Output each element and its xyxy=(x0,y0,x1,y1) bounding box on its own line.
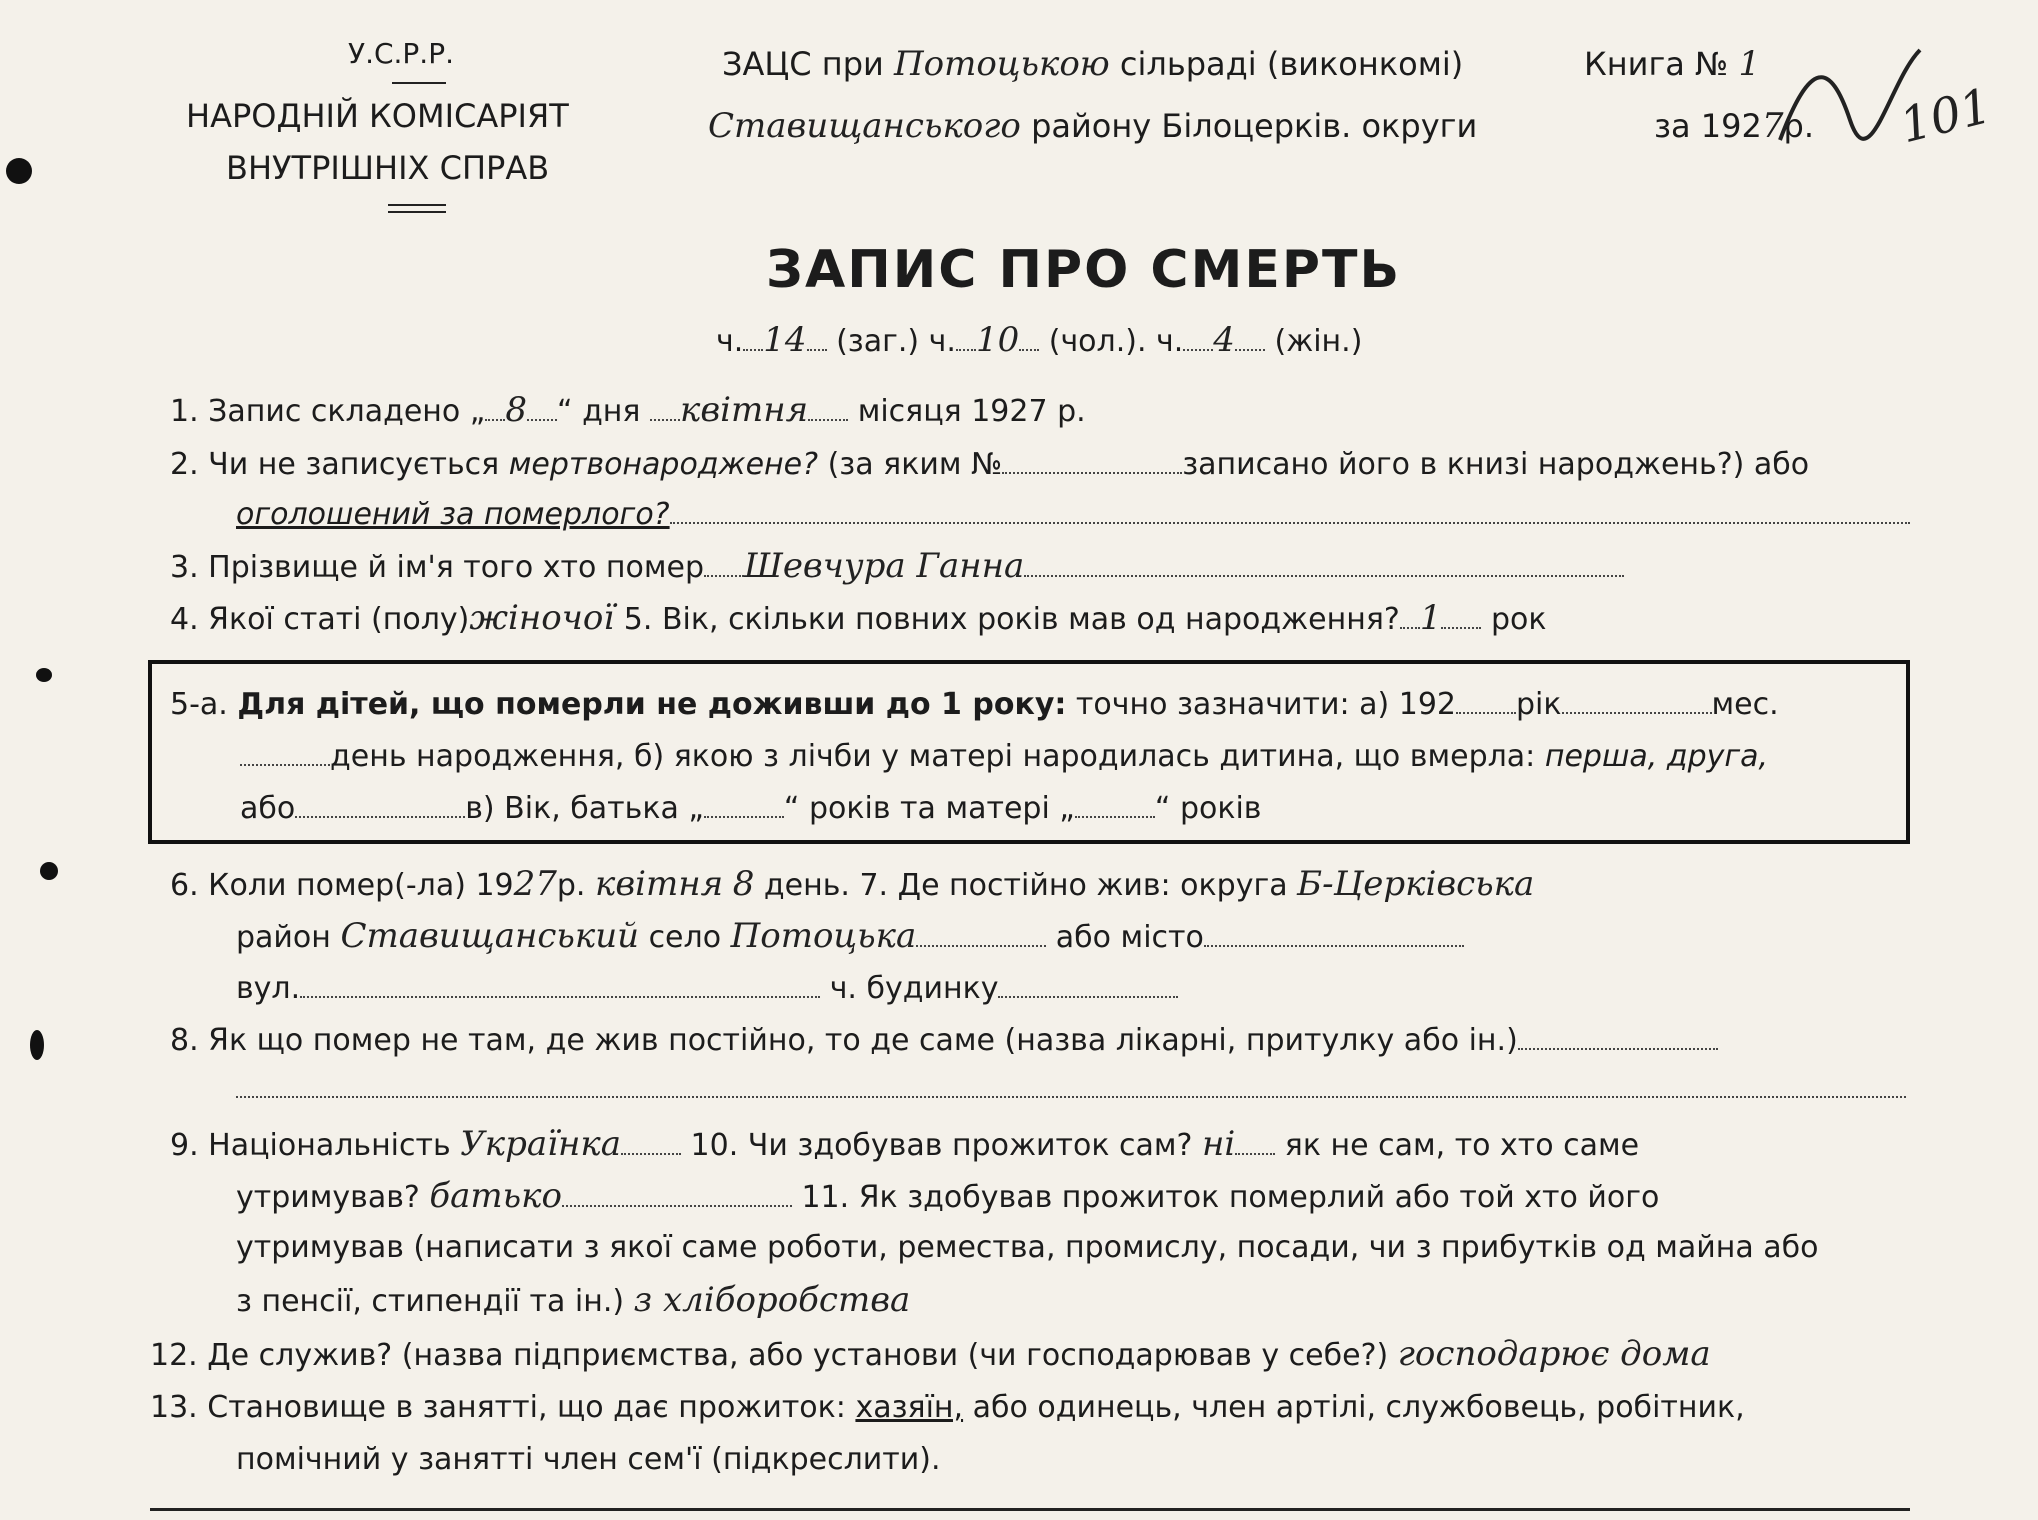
field-3: 3. Прізвище й ім'я того хто помер Шевчура Ганна xyxy=(170,548,1624,586)
supporter-hand: батько xyxy=(429,1176,562,1216)
field-13-line2: помічний у занятті член сем'ї (підкреслити). xyxy=(236,1442,941,1477)
year-line: за 1927р. xyxy=(1654,106,1814,146)
field-4-5: 4. Якої статі (полу)жіночої 5. Вік, скільки повних років мав од народження? 1 рок xyxy=(170,598,1547,638)
field-1: 1. Запис складено „ 8 “ дня квітня місяця 1927 р. xyxy=(170,390,1086,430)
death-year-hand: 27 xyxy=(513,864,557,904)
field-10-11: утримував? батько 11. Як здобував прожиток померлий або той хто його xyxy=(236,1176,1660,1216)
field-8-blank-line xyxy=(236,1070,1906,1098)
field-7-line3: вул. ч. будинку xyxy=(236,970,1178,1007)
field-11-line2: утримував (написати з якої саме роботи, ремества, промислу, посади, чи з прибутків од майна або xyxy=(236,1230,1819,1265)
book-number-hand: 1 xyxy=(1738,44,1761,84)
field-13: 13. Становище в занятті, що дає прожиток: хазяїн, або одинець, член артілі, службовець, робітник, xyxy=(150,1390,1745,1425)
punch-hole xyxy=(6,158,32,184)
district-line: Ставищанського району Білоцерків. округи xyxy=(708,106,1478,146)
self-supported-hand: ні xyxy=(1201,1124,1236,1164)
record-day-hand: 8 xyxy=(505,390,527,430)
punch-hole xyxy=(40,862,58,880)
corner-scribble xyxy=(1770,40,1930,160)
record-month-hand: квітня xyxy=(680,390,809,430)
zags-village-hand: Потоцькою xyxy=(893,44,1110,84)
field-2: 2. Чи не записується мертвонароджене? (за яким № записано його в книзі народжень?) або xyxy=(170,447,1810,482)
okruga-hand: Б-Церківська xyxy=(1297,864,1535,904)
deceased-name-hand: Шевчура Ганна xyxy=(744,546,1025,586)
bottom-rule xyxy=(150,1508,1910,1511)
male-number-hand: 10 xyxy=(975,320,1020,360)
field-6-7: 6. Коли помер(-ла) 1927р. квітня 8 день. 7. Де постійно жив: округа Б-Церківська xyxy=(170,864,1535,904)
age-hand: 1 xyxy=(1419,598,1442,638)
field-8: 8. Як що помер не там, де жив постійно, то де саме (назва лікарні, притулку або ін.) xyxy=(170,1022,1718,1059)
zags-line: ЗАЦС при Потоцькою сільраді (виконкомі) xyxy=(722,44,1464,84)
death-day-hand: 8 xyxy=(732,864,755,904)
field-5a-line2: день народження, б) якою з лічби у матері народилась дитина, що вмерла: перша, друга, xyxy=(240,738,1768,775)
year-digit-hand: 7 xyxy=(1761,106,1784,146)
commissariat-line2: ВНУТРІШНІХ СПРАВ xyxy=(226,149,550,187)
punch-hole xyxy=(36,668,52,682)
total-number-hand: 14 xyxy=(763,320,807,360)
header-double-rule xyxy=(388,204,446,213)
livelihood-hand: з хліборобства xyxy=(633,1280,911,1320)
commissariat-line1: НАРОДНІЙ КОМІСАРІЯТ xyxy=(186,97,569,135)
district-hand: Ставищанського xyxy=(708,106,1021,146)
field-5a-line3: або в) Вік, батька „ “ років та матері „ “ років xyxy=(240,791,1262,826)
field-2-line2: оголошений за померлого? xyxy=(236,496,1910,533)
selo-hand: Потоцька xyxy=(730,916,917,956)
punch-hole xyxy=(30,1030,44,1060)
field-5a: 5-а. Для дітей, що померли не доживши до 1 року: точно зазначити: а) 192 рік мес. xyxy=(170,687,1779,722)
field-7-line2: район Ставищанський село Потоцька або місто xyxy=(236,918,1464,956)
corner-number-hand: 101 xyxy=(1894,77,1998,155)
workplace-hand: господарює дома xyxy=(1397,1334,1711,1374)
record-numbers-line: ч. 14 (заг.) ч. 10 (чол.). ч. 4 (жін.) xyxy=(716,320,1363,360)
raion-hand: Ставищанський xyxy=(340,916,640,956)
page-title: ЗАПИС ПРО СМЕРТЬ xyxy=(766,240,1402,300)
sex-hand: жіночої xyxy=(469,598,615,638)
nationality-hand: Українка xyxy=(460,1124,621,1164)
field-9-10: 9. Національність Українка 10. Чи здобував прожиток сам? ні як не сам, то хто саме xyxy=(170,1124,1640,1164)
death-month-hand: квітня xyxy=(595,864,724,904)
ussr-label: У.С.Р.Р. xyxy=(348,37,454,70)
field-12: 12. Де служив? (назва підприємства, або установи (чи господарював у себе?) господарює дома xyxy=(150,1334,1711,1374)
female-number-hand: 4 xyxy=(1213,320,1235,360)
field-11-line3: з пенсії, стипендії та ін.) з хліборобства xyxy=(236,1280,911,1320)
book-line: Книга № 1 xyxy=(1584,44,1761,84)
header-divider xyxy=(392,82,446,84)
